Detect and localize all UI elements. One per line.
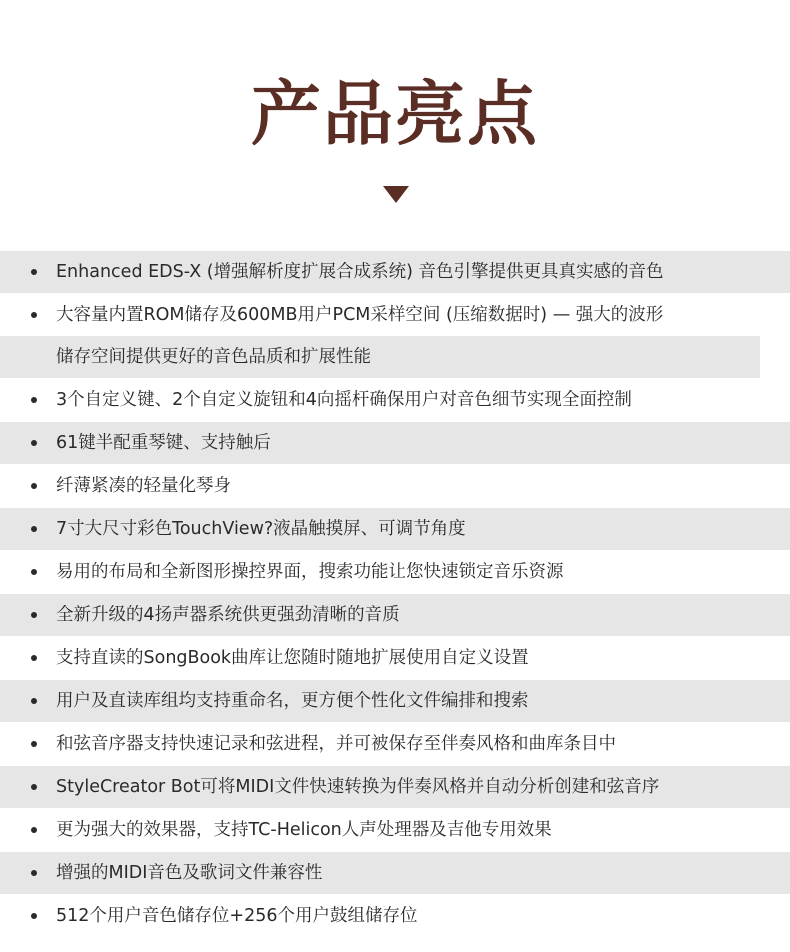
list-item-text: 512个用户音色储存位+256个用户鼓组储存位 bbox=[56, 906, 418, 926]
bullet-icon bbox=[31, 827, 37, 833]
list-item bbox=[0, 594, 790, 637]
bullet-icon bbox=[31, 269, 37, 275]
list-item bbox=[0, 465, 790, 508]
bullet-icon bbox=[31, 397, 37, 403]
feature-list bbox=[0, 251, 790, 938]
bullet-icon bbox=[31, 312, 37, 318]
list-item bbox=[0, 379, 790, 422]
list-item bbox=[0, 508, 790, 551]
list-item-text: 61键半配重琴键、支持触后 bbox=[56, 433, 271, 453]
list-item bbox=[0, 251, 790, 294]
bullet-icon bbox=[31, 612, 37, 618]
list-item-text: 3个自定义键、2个自定义旋钮和4向摇杆确保用户对音色细节实现全面控制 bbox=[56, 390, 632, 410]
bullet-icon bbox=[31, 655, 37, 661]
list-item-text: 大容量内置ROM储存及600MB用户PCM采样空间 (压缩数据时) — 强大的波形 bbox=[56, 305, 664, 325]
list-item bbox=[0, 723, 790, 766]
list-item bbox=[0, 294, 790, 379]
list-item-text: 纤薄紧凑的轻量化琴身 bbox=[56, 476, 231, 496]
list-item bbox=[0, 895, 790, 938]
bullet-icon bbox=[31, 440, 37, 446]
list-item-text: 更为强大的效果器，支持TC-Helicon人声处理器及吉他专用效果 bbox=[56, 820, 552, 840]
bullet-icon bbox=[31, 741, 37, 747]
list-item-text-continued: 储存空间提供更好的音色品质和扩展性能 bbox=[0, 336, 760, 378]
list-item-text: 支持直读的SongBook曲库让您随时随地扩展使用自定义设置 bbox=[56, 648, 529, 668]
list-item bbox=[0, 422, 790, 465]
bullet-icon bbox=[31, 870, 37, 876]
bullet-icon bbox=[31, 526, 37, 532]
bullet-icon bbox=[31, 784, 37, 790]
list-item-text: Enhanced EDS-X (增强解析度扩展合成系统) 音色引擎提供更具真实感的音色 bbox=[56, 262, 664, 282]
bullet-icon bbox=[31, 913, 37, 919]
list-item-text: 增强的MIDI音色及歌词文件兼容性 bbox=[56, 863, 323, 883]
chevron-down-icon bbox=[383, 186, 409, 203]
list-item bbox=[0, 809, 790, 852]
list-item bbox=[0, 680, 790, 723]
list-item-text: 7寸大尺寸彩色TouchView?液晶触摸屏、可调节角度 bbox=[56, 519, 466, 539]
page-title: 产品亮点 bbox=[251, 73, 539, 155]
bullet-icon bbox=[31, 483, 37, 489]
bullet-icon bbox=[31, 698, 37, 704]
list-item-text: 用户及直读库组均支持重命名，更方便个性化文件编排和搜索 bbox=[56, 691, 529, 711]
list-item bbox=[0, 852, 790, 895]
bullet-icon bbox=[31, 569, 37, 575]
list-item-text: StyleCreator Bot可将MIDI文件快速转换为伴奏风格并自动分析创建和弦音序 bbox=[56, 777, 660, 797]
list-item-text: 易用的布局和全新图形操控界面，搜索功能让您快速锁定音乐资源 bbox=[56, 562, 564, 582]
list-item-text: 和弦音序器支持快速记录和弦进程，并可被保存至伴奏风格和曲库条目中 bbox=[56, 734, 616, 754]
list-item bbox=[0, 637, 790, 680]
list-item bbox=[0, 551, 790, 594]
list-item-text: 全新升级的4扬声器系统供更强劲清晰的音质 bbox=[56, 605, 400, 625]
list-item bbox=[0, 766, 790, 809]
